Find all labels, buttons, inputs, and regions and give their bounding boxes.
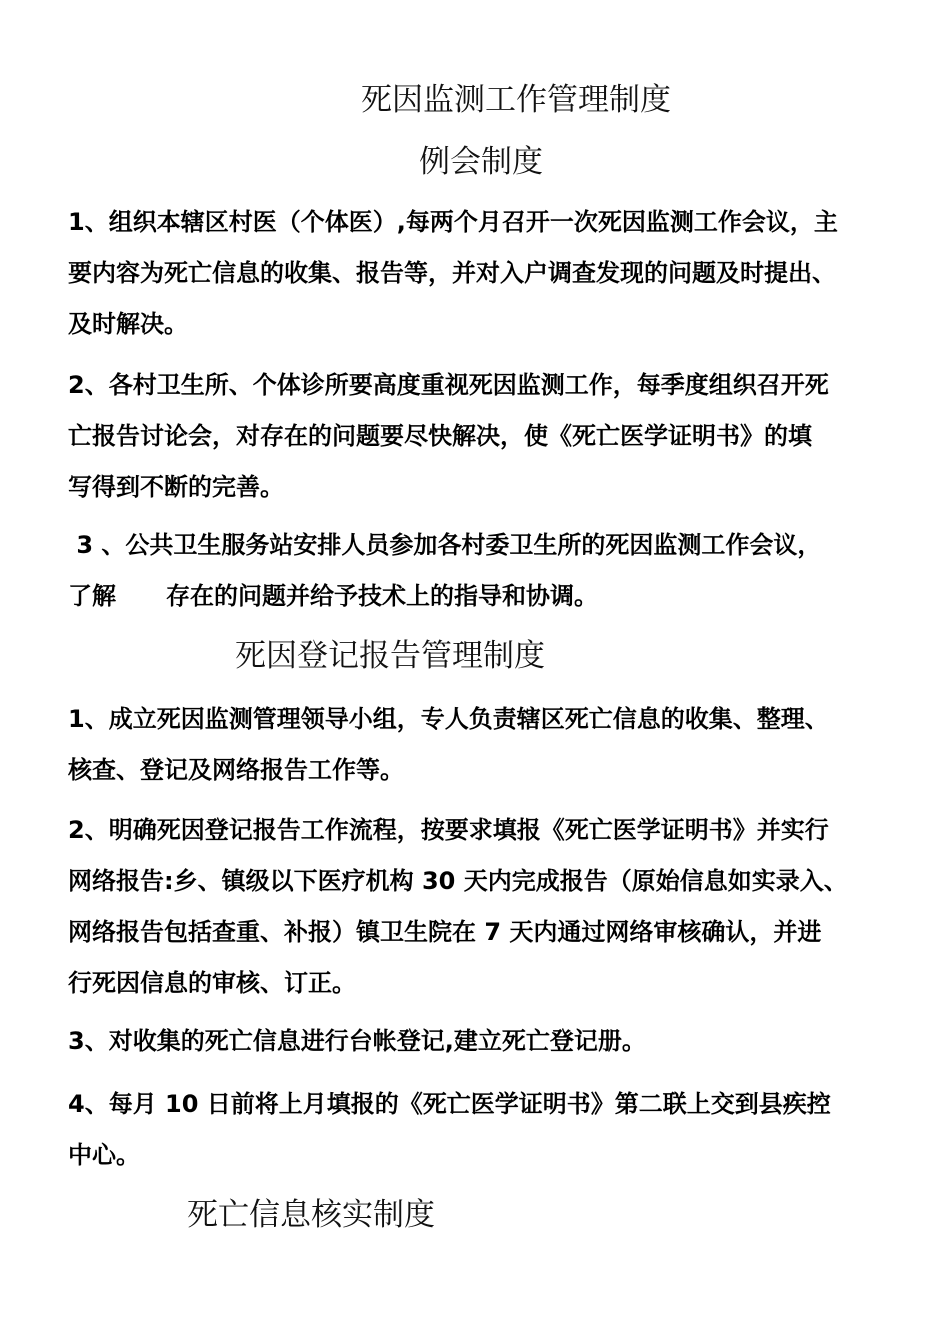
registration-rule-1 <box>68 694 890 796</box>
text-line: 亡报告讨论会，对存在的问题要尽快解决，使《死亡医学证明书》的填 <box>68 422 812 450</box>
section-heading-registration: 死因登记报告管理制度 <box>235 638 545 674</box>
text-line: 行死因信息的审核、订正。 <box>68 969 356 997</box>
text-line: 1、组织本辖区村医（个体医）,每两个月召开一次死因监测工作会议，主 <box>68 208 838 236</box>
document-title: 死因监测工作管理制度 <box>361 82 671 118</box>
text-line: 网络报告包括查重、补报）镇卫生院在 7 天内通过网络审核确认，并进 <box>68 918 822 946</box>
text-line: 2、明确死因登记报告工作流程，按要求填报《死亡医学证明书》并实行 <box>68 816 829 844</box>
meeting-rule-2 <box>68 360 890 513</box>
registration-rule-4 <box>68 1079 890 1181</box>
text-fragment: 了解 <box>68 582 116 610</box>
registration-rule-3 <box>68 1016 890 1067</box>
section-heading-verification: 死亡信息核实制度 <box>187 1197 435 1233</box>
text-line: 及时解决。 <box>68 310 188 338</box>
text-line: 中心。 <box>68 1141 140 1169</box>
text-fragment: 存在的问题并给予技术上的指导和协调。 <box>166 582 598 610</box>
text-line: 3、对收集的死亡信息进行台帐登记,建立死亡登记册。 <box>68 1027 646 1055</box>
text-line: 核查、登记及网络报告工作等。 <box>68 756 404 784</box>
meeting-rule-3 <box>68 520 890 622</box>
text-line: 写得到不断的完善。 <box>68 473 284 501</box>
meeting-rule-1 <box>68 197 890 350</box>
text-line: 2、各村卫生所、个体诊所要高度重视死因监测工作，每季度组织召开死 <box>68 371 829 399</box>
text-line: 1、成立死因监测管理领导小组，专人负责辖区死亡信息的收集、整理、 <box>68 705 829 733</box>
text-line: 网络报告:乡、镇级以下医疗机构 30 天内完成报告（原始信息如实录入、 <box>68 867 848 895</box>
registration-rule-2 <box>68 805 890 1009</box>
text-line: 要内容为死亡信息的收集、报告等，并对入户调查发现的问题及时提出、 <box>68 259 836 287</box>
text-line-split <box>68 571 890 622</box>
text-line: 4、每月 10 日前将上月填报的《死亡医学证明书》第二联上交到县疾控 <box>68 1090 831 1118</box>
section-heading-meeting: 例会制度 <box>419 144 543 180</box>
text-line: 3 、公共卫生服务站安排人员参加各村委卫生所的死因监测工作会议， <box>68 531 822 559</box>
